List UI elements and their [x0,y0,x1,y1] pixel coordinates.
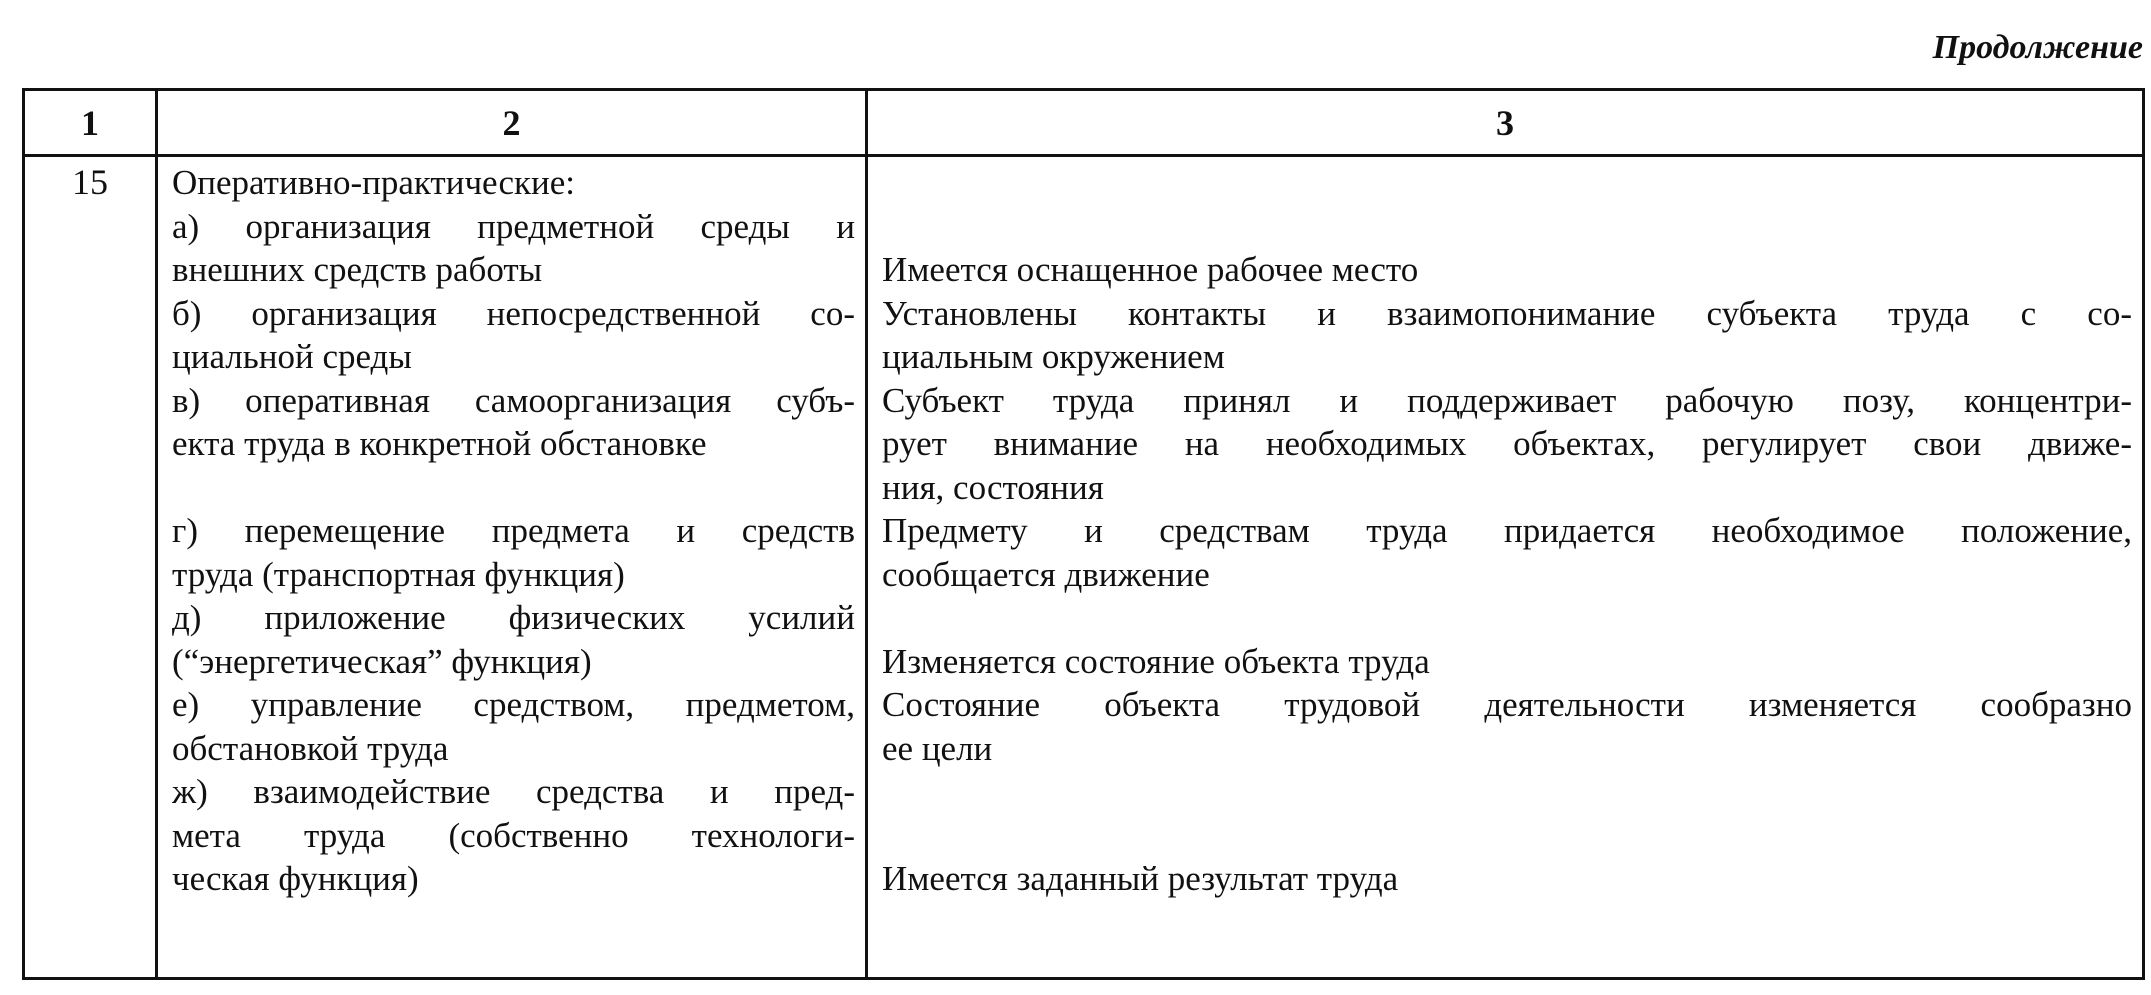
result-line: Изменяется состояние объекта труда [882,641,1430,681]
result-line: ния, состояния [882,467,1104,507]
stage-line: а) организация предметной среды и [172,206,855,246]
result-line [882,161,2132,205]
result-line: Имеется заданный результат труда [882,859,1399,898]
stage-line: внешних средств работы [172,250,543,289]
row-number: 15 [24,156,157,979]
stage-line: г) перемещение предмета и средств [172,511,855,550]
stage-line: б) организация непосредственной со- [172,293,855,333]
results-lines [882,161,2132,901]
result-line: Имеется оснащенное рабочее место [882,250,1419,289]
continuation-label: Продолжение [1932,29,2143,66]
stage-line [172,466,855,510]
result-line: Субъект труда принял и поддерживает рабочую позу, концентри- [882,380,2132,420]
stage-line: в) оперативная самоорганизация субъ- [172,380,855,420]
stage-line: Оперативно-практические: [172,163,575,202]
result-line [882,596,2132,640]
stages-cell [157,156,867,979]
stage-line: труда (транспортная функция) [172,554,625,594]
stages-lines [172,161,855,901]
result-line: ее цели [882,728,993,768]
stage-line: обстановкой труда [172,728,449,768]
stage-line: екта труда в конкретной обстановке [172,424,707,463]
result-line: сообщается движение [882,554,1210,594]
stage-line: е) управление средством, предметом, [172,685,855,724]
stage-line: ж) взаимодействие средства и пред- [172,772,855,811]
column-header-1: 1 [24,90,157,156]
table-header [24,90,2144,156]
results-cell [867,156,2144,979]
stage-line: мета труда (собственно технологи- [172,815,855,855]
column-header-2: 2 [157,90,867,156]
stage-line: (“энергетическая” функция) [172,641,592,681]
result-line: рует внимание на необходимых объектах, регулирует свои движе- [882,424,2132,463]
result-line: Состояние объекта трудовой деятельности изменяется сообразно [882,685,2132,724]
stage-line: ческая функция) [172,859,419,898]
result-line [882,770,2132,814]
header-row [24,90,2144,156]
activity-table [22,88,2145,980]
column-header-3: 3 [867,90,2144,156]
result-line: циальным окружением [882,337,1225,376]
result-line [882,814,2132,858]
stage-line: д) приложение физических усилий [172,598,855,637]
result-line [882,205,2132,249]
table-row [24,156,2144,979]
result-line: Установлены контакты и взаимопонимание субъекта труда с со- [882,293,2132,333]
stage-line: циальной среды [172,337,412,376]
result-line: Предмету и средствам труда придается необходимое положение, [882,511,2132,550]
